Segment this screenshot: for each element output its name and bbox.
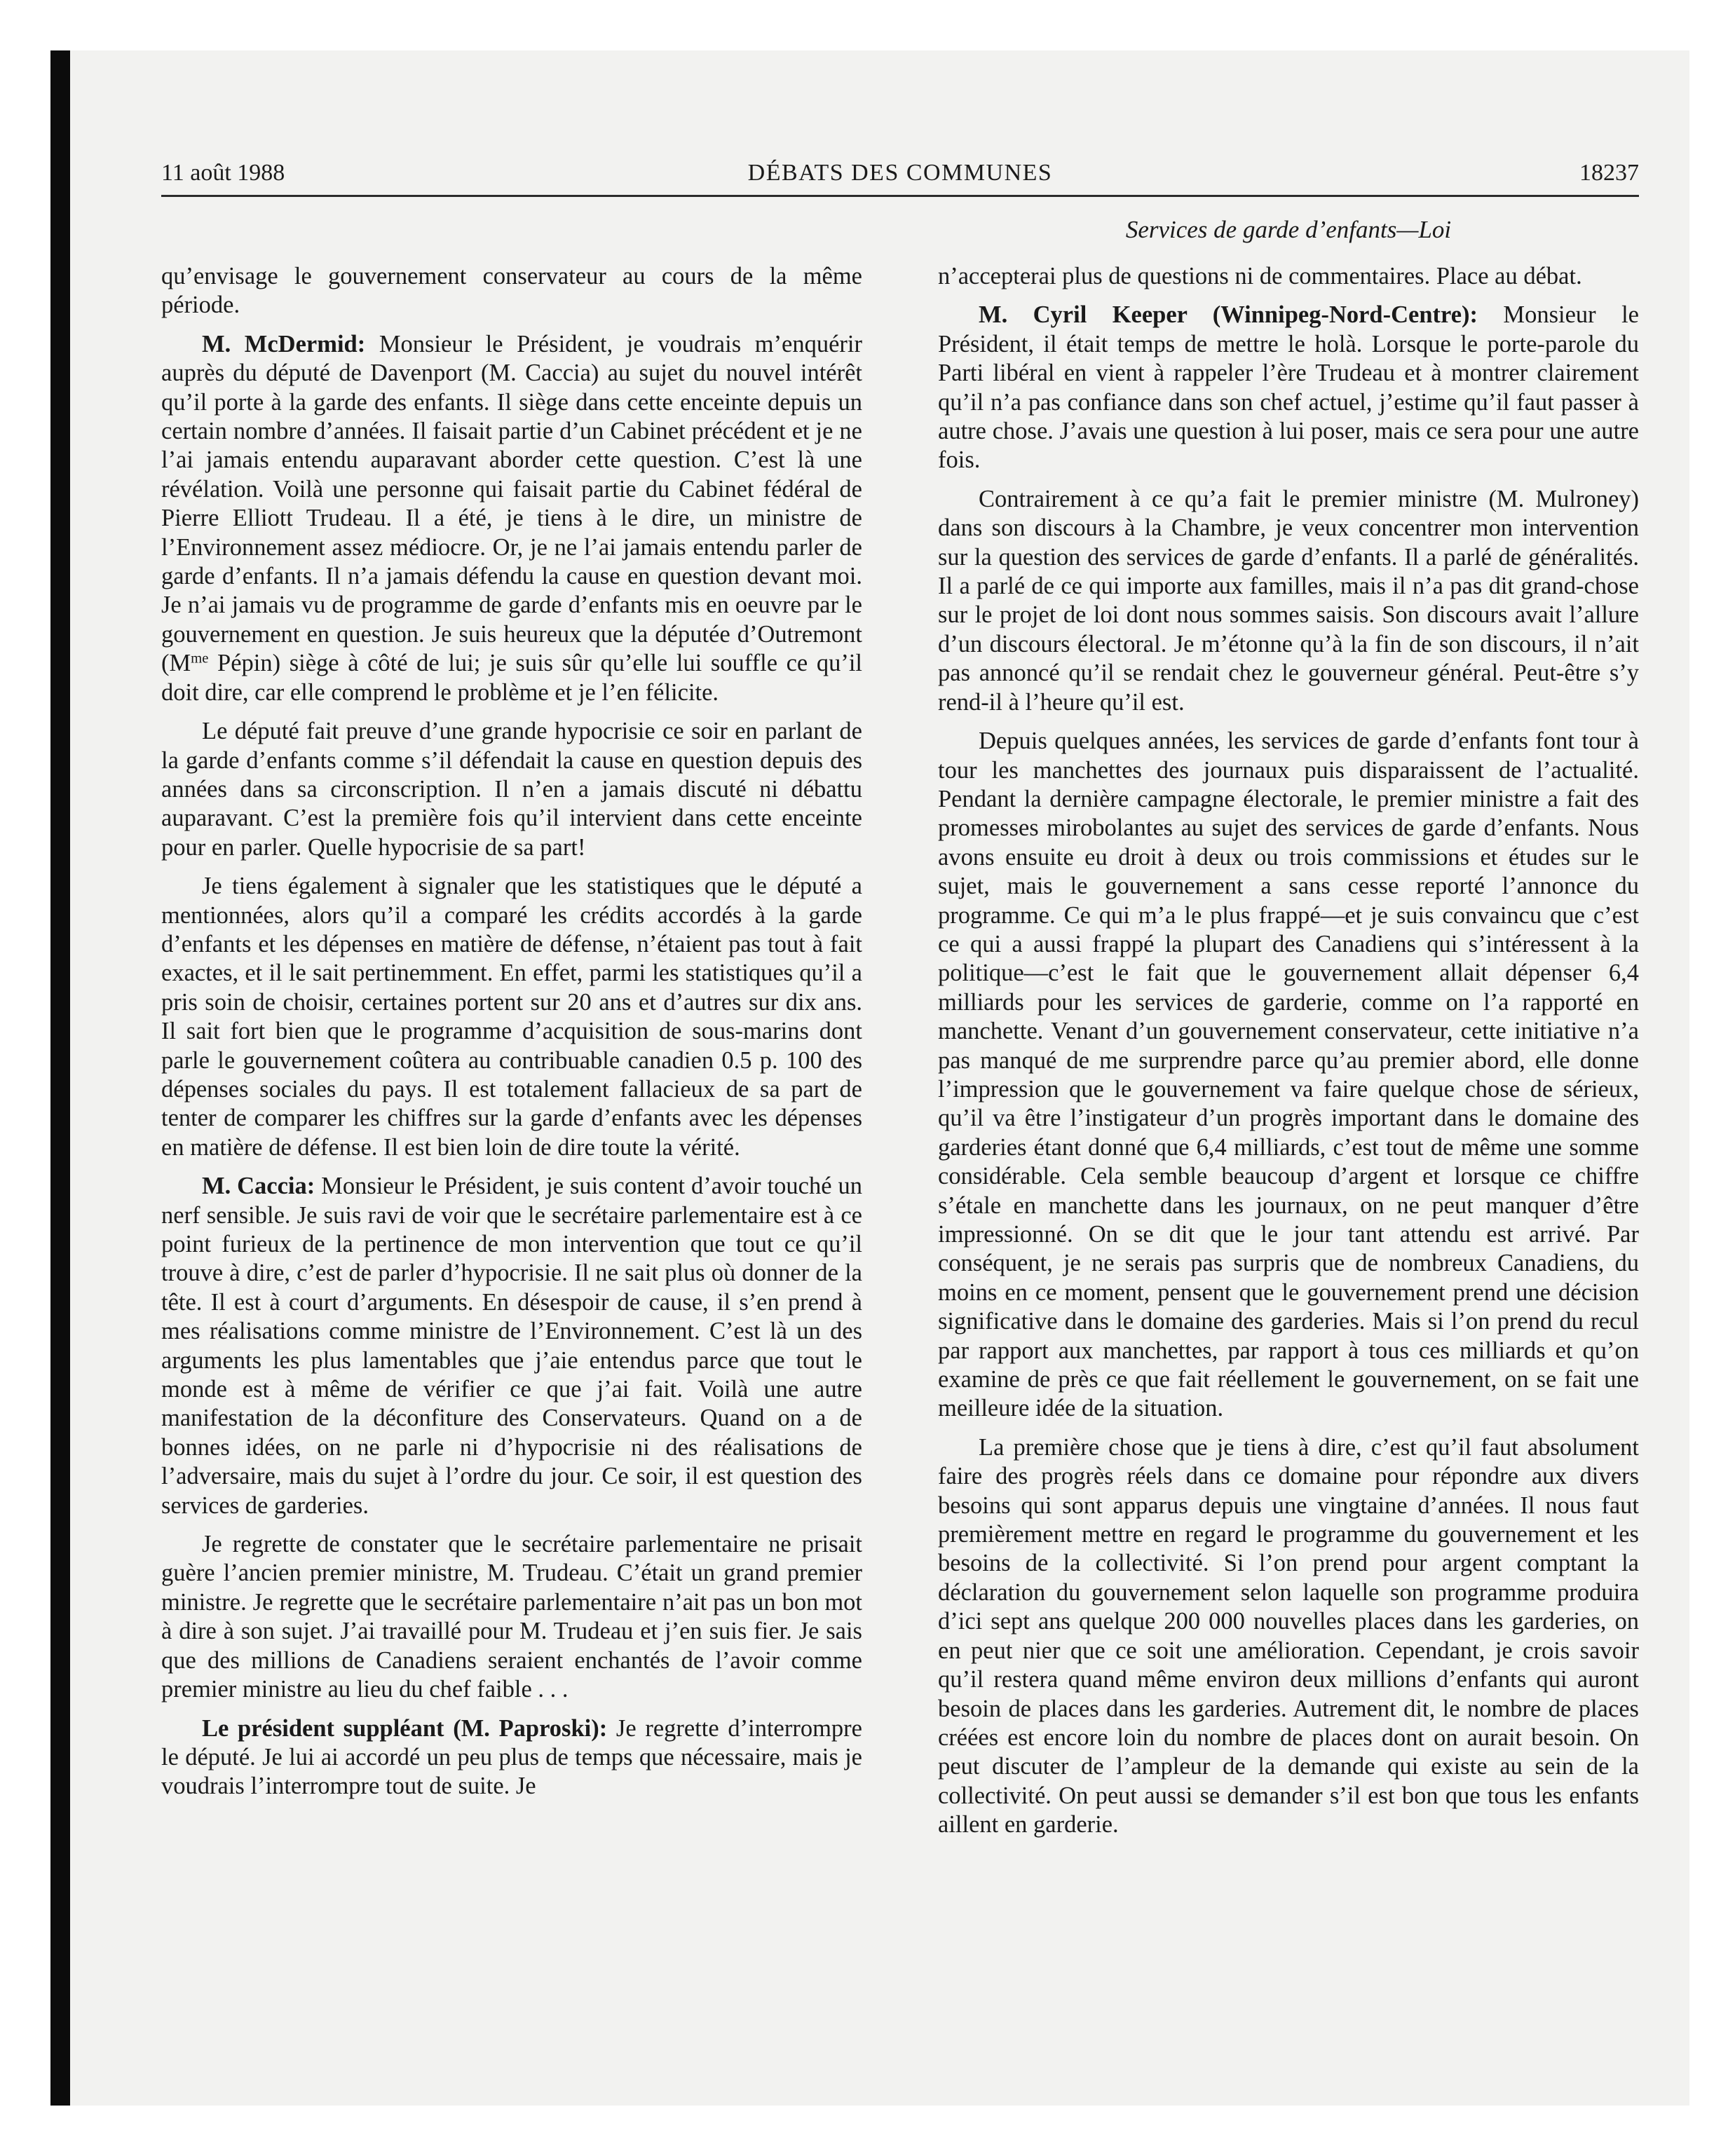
left-column <box>161 262 862 1811</box>
header-title: DÉBATS DES COMMUNES <box>747 160 1053 186</box>
paragraph: M. McDermid: Monsieur le Président, je voudrais m’enquérir auprès du député de Davenport (M. Caccia) au sujet du nouvel intérêt qu’il porte à la garde des enfants. Il siège dans cette enceinte depuis un certain nombre d’années. Il faisait partie d’un Cabinet précédent et je ne l’ai jamais entendu auparavant aborder cette question. C’est là une révélation. Voilà une personne qui faisait partie du Cabinet fédéral de Pierre Elliott Trudeau. Il a été, je tiens à le dire, un ministre de l’Environnement assez médiocre. Or, je ne l’ai jamais entendu parler de garde d’enfants. Il n’a jamais défendu la cause en question devant moi. Je n’ai jamais vu de programme de garde d’enfants mis en oeuvre par le gouvernement en question. Je suis heureux que la députée d’Outremont ($M^{me}$ Pépin) siège à côté de lui; je suis sûr qu’elle lui souffle ce qu’il doit dire, car elle comprend le problème et je l’en félicite. <box>161 330 862 706</box>
subject-heading: Services de garde d’enfants—Loi <box>1125 216 1452 243</box>
paragraph: Je tiens également à signaler que les statistiques que le député a mentionnées, alors qu’il a comparé les crédits accordés à la garde d’enfants et les dépenses en matière de défense, n’étaient pas tout à fait exactes, et il le sait pertinemment. En effet, parmi les statistiques qu’il a pris soin de choisir, certaines portent sur 20 ans et d’autres sur dix ans. Il sait fort bien que le programme d’acquisition de sous-marins dont parle le gouvernement coûtera au contribuable canadien 0.5 p. 100 des dépenses sociales du pays. Il est totalement fallacieux de sa part de tenter de comparer les chiffres sur la garde d’enfants avec les dépenses en matière de défense. Il est bien loin de dire toute la vérité. <box>161 873 862 1161</box>
paragraph: Contrairement à ce qu’a fait le premier ministre (M. Mulroney) dans son discours à la Chambre, je veux concentrer mon intervention sur la question des services de garde d’enfants. Il a parlé de généralités. Il a parlé de ce qui importe aux familles, mais il n’a pas dit grand-chose sur le projet de loi dont nous sommes saisis. Son discours avait l’allure d’un discours électoral. Je m’étonne qu’à la fin de son discours, il n’ait pas annoncé qu’il se rendait chez le gouverneur général. Peut-être s’y rend-il à l’heure qu’il est. <box>938 485 1639 716</box>
header-page-number: 18237 <box>1579 160 1639 186</box>
document-page <box>161 160 1639 2066</box>
paragraph: Le député fait preuve d’une grande hypocrisie ce soir en parlant de la garde d’enfants comme s’il défendait la cause en question depuis des années dans sa circonscription. Il n’en a jamais discuté ni débattu auparavant. C’est la première fois qu’il intervient dans cette enceinte pour en parler. Quelle hypocrisie de sa part! <box>161 718 862 861</box>
paragraph: La première chose que je tiens à dire, c’est qu’il faut absolument faire des progrès réels dans ce domaine pour répondre aux divers besoins qui sont apparus depuis une vingtaine d’années. Il nous faut premièrement mettre en regard le programme du gouvernement et les besoins de la collectivité. Si l’on prend pour argent comptant la déclaration du gouvernement selon laquelle son programme produira d’ici sept ans quelque 200 000 nouvelles places dans les garderies, on en peut nier que ce soit une amélioration. Cependant, je crois savoir qu’il restera quand même environ deux millions d’enfants qui auront besoin de places dans les garderies. Autrement dit, le nombre de places créées est encore loin du nombre de places dont on aurait besoin. On peut discuter de l’ampleur de la demande qui existe au sein de la collectivité. On peut aussi se demander s’il est bon que tous les enfants aillent en garderie. <box>938 1433 1639 1838</box>
speaker-name: M. Caccia: <box>202 1173 315 1200</box>
paragraph: Depuis quelques années, les services de garde d’enfants font tour à tour les manchettes des journaux puis disparaissent de l’actualité. Pendant la dernière campagne électorale, le premier ministre a fait des promesses mirobolantes au sujet des services de garde d’enfants. Nous avons ensuite eu droit à deux ou trois commissions et études sur le sujet, mais le gouvernement a sans cesse reporté l’annonce du programme. Ce qui m’a le plus frappé—et je suis convaincu que c’est ce qui a aussi frappé la plupart des Canadiens qui s’intéressent à la politique—c’est le fait que le gouvernement allait dépenser 6,4 milliards pour les services de garderie, comme on l’a rapporté en manchette. Venant d’un gouvernement conservateur, cette initiative n’a pas manqué de me surprendre parce qu’au premier abord, elle donne l’impression que le gouvernement va faire quelque chose de sérieux, qu’il va être l’instigateur d’un progrès important dans le domaine des garderies étant donné que 6,4 milliards, c’est tout de même une somme considérable. Cela semble beaucoup d’argent et lorsque ce chiffre s’étale en manchette dans les journaux, on ne peut manquer d’être impressionné. On se dit que le jour tant attendu est arrivé. Par conséquent, je ne serais pas surpris que de nombreux Canadiens, du moins en ce moment, pensent que le gouvernement prend une décision significative dans le domaine des garderies. Mais si l’on prend du recul par rapport aux manchettes, par rapport à tous ces milliards et qu’on examine de près ce que fait réellement le gouvernement, on se fait une meilleure idée de la situation. <box>938 728 1639 1422</box>
running-header <box>161 160 1639 197</box>
paragraph: Le président suppléant (M. Paproski): Je regrette d’interrompre le député. Je lui ai accordé un peu plus de temps que nécessaire, mais je voudrais l’interrompre tout de suite. Je <box>161 1714 862 1800</box>
speaker-name: M. McDermid: <box>202 330 366 357</box>
scanned-page <box>50 50 1689 2106</box>
paragraph: Je regrette de constater que le secrétaire parlementaire ne prisait guère l’ancien premier ministre, M. Trudeau. C’était un grand premier ministre. Je regrette que le secrétaire parlementaire n’ait pas un bon mot à dire à son sujet. J’ai travaillé pour M. Trudeau et j’en suis fier. Je sais que des millions de Canadiens seraient enchantés de l’avoir comme premier ministre au lieu du chef faible . . . <box>161 1531 862 1703</box>
header-date: 11 août 1988 <box>161 160 285 186</box>
speaker-name: M. Cyril Keeper (Winnipeg-Nord-Centre): <box>979 301 1478 329</box>
paragraph: qu’envisage le gouvernement conservateur au cours de la même période. <box>161 263 862 319</box>
paragraph: n’accepterai plus de questions ni de commentaires. Place au débat. <box>938 263 1582 289</box>
speaker-name: Le président suppléant (M. Paproski): <box>202 1714 608 1742</box>
right-column <box>938 262 1639 1850</box>
scan-binding-edge <box>50 50 70 2106</box>
paragraph: M. Cyril Keeper (Winnipeg-Nord-Centre): Monsieur le Président, il était temps de mettre le holà. Lorsque le porte-parole du Parti libéral en vient à rappeler l’ère Trudeau et à montrer clairement qu’il n’a pas confiance dans son chef actuel, j’estime qu’il faut passer à autre chose. J’avais une question à lui poser, mais ce sera pour une autre fois. <box>938 301 1639 474</box>
paragraph: M. Caccia: Monsieur le Président, je suis content d’avoir touché un nerf sensible. Je suis ravi de voir que le secrétaire parlementaire est à ce point furieux de la pertinence de mon intervention que tout ce qu’il trouve à dire, c’est de parler d’hypocrisie. Il ne sait plus où donner de la tête. Il est à court d’arguments. En désespoir de cause, il s’en prend à mes réalisations comme ministre de l’Environnement. C’est là un des arguments les plus lamentables que j’aie entendus parce que tout le monde est à même de vérifier ce que j’ai fait. Voilà une autre manifestation de la déconfiture des Conservateurs. Quand on a de bonnes idées, on ne parle ni d’hypocrisie ni des réalisations de l’adversaire, mais du sujet à l’ordre du jour. Ce soir, il est question des services de garderies. <box>161 1173 862 1519</box>
